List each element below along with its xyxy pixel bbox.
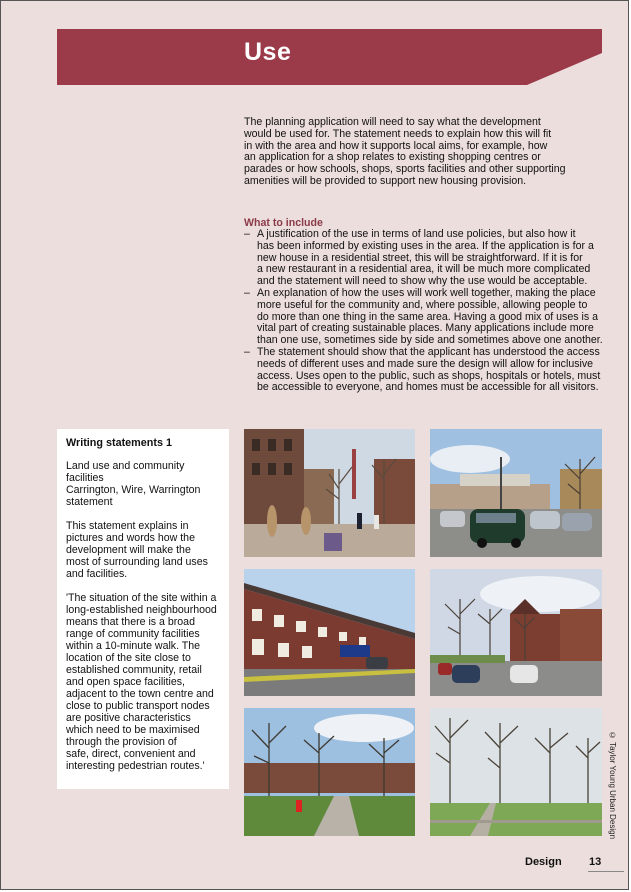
page-title: Use: [244, 38, 292, 66]
sidebar-quote-line: interesting pedestrian routes.': [66, 760, 205, 772]
intro-paragraph: [244, 117, 604, 188]
intro-line: The planning application will need to say what the development: [244, 116, 541, 128]
list-item: [244, 229, 604, 288]
list-item-line: has been informed by existing uses in the area. If the application is for a: [257, 239, 594, 252]
sidebar-quote-line: safe, direct, convenient and: [66, 748, 196, 760]
title-banner: [57, 29, 602, 85]
sidebar-quote-line: which need to be maximised: [66, 724, 200, 736]
photo-park-path: [244, 708, 415, 836]
list-item-line: do more than one thing in the same area. Having a good mix of uses is a: [257, 310, 598, 323]
photo-credit: © Taylor Young Urban Design: [608, 731, 617, 840]
page-number: 13: [589, 856, 602, 868]
sidebar-quote-line: means that there is a broad: [66, 616, 195, 628]
sidebar-quote-line: range of community facilities: [66, 628, 200, 640]
list-item: [244, 288, 604, 347]
photo-terraced-street: [244, 569, 415, 696]
footer-section-label: Design: [525, 856, 562, 868]
sidebar-body-line: development will make the: [66, 544, 191, 556]
sidebar-body-line: pictures and words how the: [66, 532, 195, 544]
sidebar-quote-line: within a 10-minute walk. The: [66, 640, 201, 652]
intro-line: an application for a shop relates to existing shopping centres or: [244, 151, 541, 164]
photo-tree-lined-road: [430, 569, 602, 696]
sidebar-quote-line: adjacent to the town centre and: [66, 688, 214, 700]
photo-retail-car-park: [430, 429, 602, 557]
sidebar-body: [66, 520, 220, 580]
list-item-line: a new restaurant in a residential area, it will be much more complicated: [257, 263, 591, 276]
what-to-include-heading: What to include: [244, 217, 323, 229]
case-study-sidebar: [57, 429, 229, 789]
list-item-line: vital part of creating sustainable places. Many applications include more: [257, 322, 594, 335]
list-item-line: new house in a residential street, this will be straightforward. If it is for: [257, 251, 583, 264]
sidebar-subtitle-line: Carrington, Wire, Warrington: [66, 484, 201, 496]
list-item-line: be accessible to everyone, and homes must be accessible for all visitors.: [257, 381, 599, 394]
list-item-line: access. Uses open to the public, such as shops, hospitals or hotels, must: [257, 369, 601, 382]
dash-marker: –: [244, 345, 250, 358]
photo-town-centre-street: [244, 429, 415, 557]
sidebar-quote-line: established community, retail: [66, 664, 202, 676]
sidebar-quote: [66, 592, 220, 772]
photo-green-open-space: [430, 708, 602, 836]
dash-marker: –: [244, 286, 250, 299]
list-item-line: A justification of the use in terms of land use policies, but also how it: [257, 228, 576, 240]
sidebar-quote-line: through the provision of: [66, 736, 177, 748]
intro-line: in with the area and how it supports local aims, for example, how: [244, 139, 548, 152]
list-item-line: and the statement will need to show why the use would be acceptable.: [257, 275, 588, 288]
sidebar-subtitle-line: Land use and community facilities: [66, 460, 185, 484]
sidebar-quote-line: are positive characteristics: [66, 712, 191, 724]
sidebar-quote-line: location of the site close to: [66, 652, 191, 664]
sidebar-quote-line: close to public transport nodes: [66, 700, 210, 712]
sidebar-subtitle: [66, 460, 220, 508]
sidebar-body-line: and facilities.: [66, 568, 128, 580]
sidebar-quote-line: 'The situation of the site within a: [66, 592, 217, 604]
list-item-line: more useful for the community and, where possible, allowing people to: [257, 298, 588, 311]
list-item-line: An explanation of how the uses will work well together, making the place: [257, 286, 596, 299]
intro-line: amenities will be provided to support new housing provision.: [244, 174, 527, 187]
dash-marker: –: [244, 228, 250, 240]
sidebar-body-line: This statement explains in: [66, 520, 189, 532]
list-item: [244, 347, 604, 394]
sidebar-body-line: most of surrounding land uses: [66, 556, 208, 568]
include-list: [244, 229, 604, 394]
intro-line: would be used for. The statement needs to explain how this will fit: [244, 127, 552, 140]
intro-line: parades or how schools, shops, sports facilities and other supporting: [244, 163, 566, 176]
sidebar-subtitle-line: statement: [66, 496, 113, 508]
sidebar-heading: Writing statements 1: [66, 437, 172, 449]
sidebar-quote-line: and open space facilities,: [66, 676, 185, 688]
footer-divider: [588, 871, 624, 872]
list-item-line: The statement should show that the applicant has understood the access: [257, 345, 600, 358]
list-item-line: than one use, sometimes side by side and sometimes above one another.: [257, 334, 603, 347]
list-item-line: needs of different uses and made sure the design will allow for inclusive: [257, 357, 594, 370]
sidebar-quote-line: long-established neighbourhood: [66, 604, 217, 616]
